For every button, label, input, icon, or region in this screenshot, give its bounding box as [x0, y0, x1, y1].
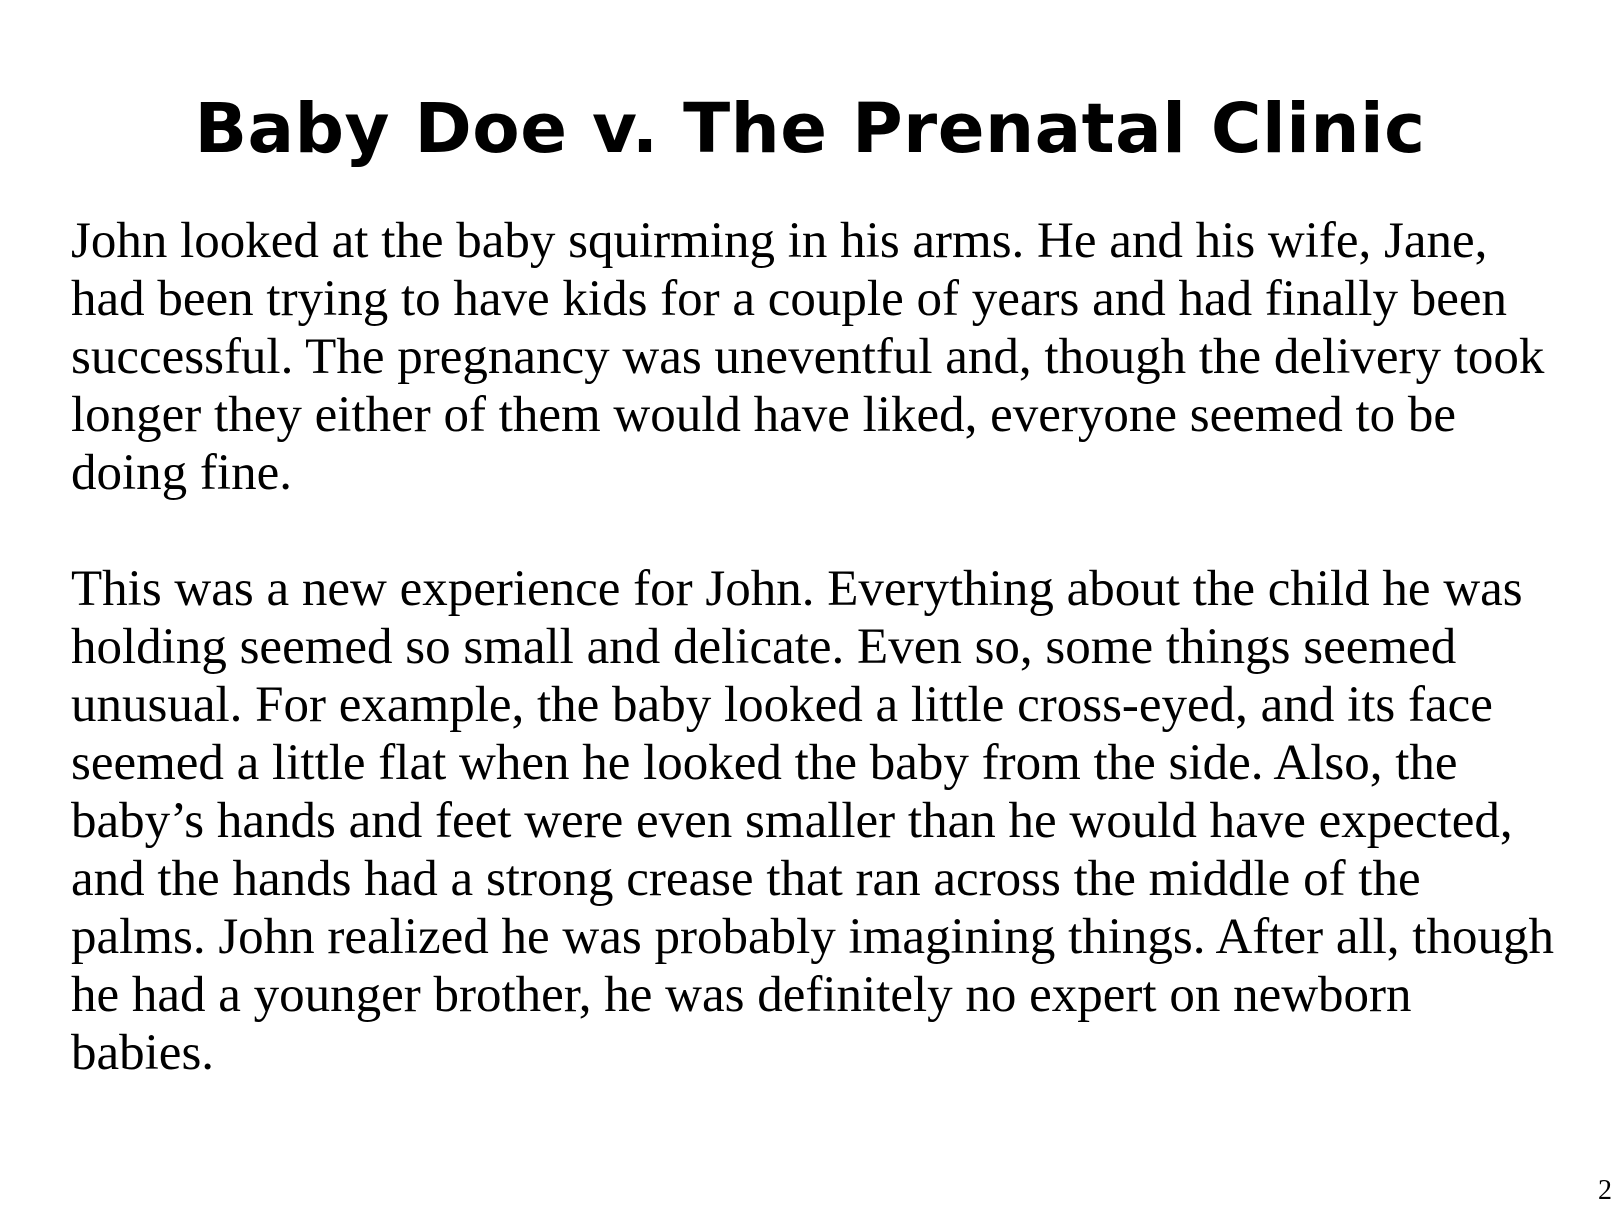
page-number: 2	[1598, 1175, 1612, 1206]
slide-body	[71, 212, 1561, 1082]
body-paragraph-1: John looked at the baby squirming in his arms. He and his wife, Jane, had been trying to have kids for a couple of years and had finally been successful. The pregnancy was uneventful and, though the delivery took longer they either of them would have liked, everyone seemed to be doing fine.	[71, 213, 1545, 501]
body-paragraph-2: This was a new experience for John. Everything about the child he was holding seemed so small and delicate. Even so, some things seemed unusual. For example, the baby looked a little cross-eyed, and its face seemed a little flat when he looked the baby from the side. Also, the baby’s hands and feet were even smaller than he would have expected, and the hands had a strong crease that ran across the middle of the palms. John realized he was probably imagining things. After all, though he had a younger brother, he was definitely no expert on newborn babies.	[71, 561, 1554, 1081]
slide-title: Baby Doe v. The Prenatal Clinic	[194, 89, 1426, 169]
